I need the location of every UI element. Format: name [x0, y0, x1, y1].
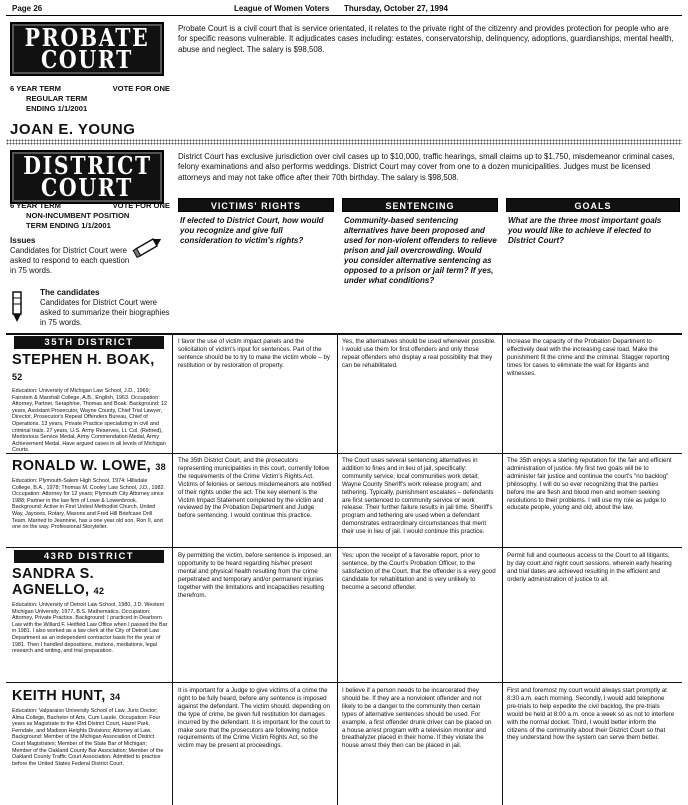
term-length: 6 YEAR TERM: [10, 84, 61, 93]
answer-lowe-sentencing: The Court uses several sentencing alternatives in addition to fines and in lieu of jail, specifically: community service; local communities work detail; Wayne County Sheriff's work release program; and tethering. Typically, punishment escalates – defendants are first sentenced to community service or work release. Their further failure results in jail time. Sheriff's program and tethering are used when a defendant demonstrates extraordinary circumstances that merit their use in lieu of jail. I would continue this practice.: [342, 457, 494, 536]
probate-court-banner: [10, 22, 164, 76]
answer-lowe-goals: The 35th enjoys a sterling reputation for the fair and efficient administration of justice. My first two goals will be to administer fair justice and continue the court's "no backlog" philosophy. I will do so ever recognizing that the parties before me are flesh and blood men and women seeking resolutions to their problems. I will use my role as judge to educate people, young and old, about the law.: [507, 457, 672, 512]
answer-boak-goals: Increase the capacity of the Probation Department to effectively deal with the increasing case load. Make the punishment fit the crime and the criminal. Stagger reporting times for cases to eliminate the wait for litigants and witnesses.: [507, 338, 670, 377]
answer-agnello-goals: Permit full and courteous access to the Court to all litigants, by day court and night court sessions, wherein early hearing and trial dates are achieved resulting in the efficient and orderly administration of justice to all.: [507, 552, 672, 583]
vote-instruction: VOTE FOR ONE: [112, 201, 170, 210]
issues-title: Issues: [10, 236, 36, 245]
issues-note: [10, 236, 130, 276]
term-end: ENDING 1/1/2001: [26, 104, 88, 113]
district-court-banner: [10, 150, 164, 204]
grid-col-2: [337, 333, 338, 805]
grid-col-3: [502, 333, 503, 805]
banner-line-2: COURT: [40, 173, 134, 202]
answer-agnello-victims: By permitting the victim, before sentence is imposed, an opportunity to be heard regarding his/her present mental and physical health resulting from the crime perpetrated and temporary and/or permanent injuries together with the limitations and incapacities resulting therefrom.: [178, 552, 332, 599]
candidate-name: KEITH HUNT, 34: [12, 688, 121, 704]
grid-col-1: [172, 333, 173, 805]
district-term: [10, 201, 170, 231]
district-intro: District Court has exclusive jurisdiction over civil cases up to $10,000, traffic hearings, small claims up to $1,750, misdemeanor criminal cases, felony examinations and also performs weddings. District Court may cover from one to a dozen municipalities. Judges must be licensed attorneys and may not take office after their 70th birthday. The salary is $98,508.: [178, 152, 675, 182]
candidate-joan-young: JOAN E. YOUNG: [10, 121, 136, 138]
question-goals-heading: GOALS: [506, 198, 680, 212]
probate-term: [10, 84, 170, 114]
answer-hunt-sentencing: I believe if a person needs to be incarcerated they should be. If they are a nonviolent offender and not likely to be a danger to the community then certain types of alternative sentences should be used. For example, a first offender drunk driver can be placed on a house arrest program with a television monitor and breathalyzer placed in their home. If they violate the house arrest they then can be placed in jail.: [342, 687, 492, 750]
page-header: [6, 2, 682, 16]
candidate-bio: Education: University of Detroit Law School, 1980, J.D. Western Michigan University, 1977, B.S. Mathematics. Occupation: Attorney, Private Practice. Background: I practiced in Dearborn Law with the Willard F. Heitfeld Law Office when I passed the Bar in 1981. I also worked as a law clerk at the City of Detroit Law Department as an independent contractor basis for the year of 1981. Then I handled depositions, motions, mediations, legal research and writing, and trial preparation.: [12, 602, 168, 655]
publication-name: League of Women Voters: [234, 4, 330, 13]
candidate-name: STEPHEN H. BOAK, 52: [12, 352, 155, 382]
pencil-icon: [8, 290, 26, 329]
banner-line-1: PROBATE: [24, 23, 150, 52]
candidate-boak: [12, 352, 168, 454]
answer-lowe-victims: The 35th District Court, and the prosecutors representing municipalities in this court, currently follow the requirements of the Crime Victim's Rights Act. Victims of felonies or serious misdemeanors are notified of their rights under the act. The key element is the Victim Impact Statement completed by the victim and reviewed by the Probation Department and Judge before sentencing. I would continue this practice.: [178, 457, 332, 520]
term-type: REGULAR TERM: [26, 94, 88, 103]
candidate-bio: Education: Valparaiso University School of Law, Juris Doctor; Alma College, Bachelor of Arts, Cum Laude. Occupation: Four years as Magistrate to the 43rd District Court, Hazel Park, Ferndale, and Madison Heights Divisions; Attorney at Law. Background: Member of the Michigan Association of District Court Magistrates; Member of the State Bar of Michigan; Member of the Oakland County Bar Association; Member of the Oakland County Traffic Court Association. Admitted to practice before the United States Federal District Court.: [12, 708, 164, 767]
district-35-bar: 35TH DISTRICT: [14, 336, 164, 349]
candidate-name: SANDRA S. AGNELLO, 42: [12, 566, 105, 598]
district-43-bar: 43RD DISTRICT: [14, 550, 164, 563]
term-type: NON-INCUMBENT POSITION: [26, 211, 130, 220]
candidate-bio: Education: University of Michigan Law School, J.D., 1969; Fairstein & Marshall College, A.B., English, 1963. Occupation: Attorney, Partner, Seraphine, Thomas and Boak. Background: 12 years, Assistant Prosecutor, Wayne County, Chief Trial Lawyer, Director, Prosecutor's Repeat Offenders Bureau, Chief of Operations. 13 years, Private Practice specializing in civil and criminal trials. 27 years, U.S. Army Reserves, Lt. Col. (Retired), Meritorious Service Medal, Army Commendation Medal, Army Achievement Medal. Have argued cases in all levels of Michigan Courts.: [12, 388, 168, 454]
answer-hunt-victims: It is important for a Judge to give victims of a crime the right to be fully heard, before any sentence is imposed against the defendant. The victim should, depending on the type of crime, be given full restitution for damages incurred by the defendant. It is important for the court to make sure that the prosecutors are following notice requirements of the Crime Victim Rights Act, so the victim may be present at proceedings.: [178, 687, 331, 750]
page-number: Page 26: [12, 4, 43, 13]
candidate-bio: Education: Plymouth-Salem High School, 1974; Hillsdale College, B.A., 1978; Thomas M. Cooley Law School, J.D., 1982. Occupation: Attorney for 12 years; Plymouth City Attorney since 1988; Partner in the law firm of Lowe & Lowenbrook. Background: Active in First United Methodist Church, United Way, Jaycees, Rotary, Masons and Fred Hill Briefcase Drill Team. Married to Jeannine, has a one year old son, Ron II, and one on the way. Professional Storyteller.: [12, 478, 166, 531]
answer-boak-sentencing: Yes, the alternatives should be used whenever possible. I would use them for first offenders and only those repeat offenders who display a real possibility that they can be rehabilitated.: [342, 338, 496, 369]
question-sentencing-text: Community-based sentencing alternatives have been proposed and used for non-violent offenders to relieve prison and jail overcrowding. Would you consider alternative sentencing as opposed to a prison or jail term? If yes, under what conditions?: [344, 216, 497, 285]
question-goals-text: What are the three most important goals you would like to achieve if elected to District Court?: [508, 216, 662, 245]
term-length: 6 YEAR TERM: [10, 201, 61, 210]
candidates-text: Candidates for District Court were asked to summarize their biographies in 75 words.: [40, 298, 170, 327]
question-victims-rights-heading: VICTIMS' RIGHTS: [178, 198, 334, 212]
vote-instruction: VOTE FOR ONE: [112, 84, 170, 93]
candidate-lowe: [12, 458, 168, 531]
term-end: TERM ENDING 1/1/2001: [26, 221, 111, 230]
candidates-title: The candidates: [40, 288, 100, 297]
divider-dots: [6, 139, 682, 145]
probate-intro: Probate Court is a civil court that is service orientated, it relates to the private right of the citizenry and provides protection for people who are for specific reasons vulnerable. It adjudicates cases including: estates, conservatorship, delinquency, adoptions, guardianships, mental health, abuse and neglect. The salary is $98,508.: [178, 24, 674, 54]
answer-agnello-sentencing: Yes; upon the receipt of a favorable report, prior to sentence, by the Court's Probation Officer, to the satisfaction of the Court, that the offender is a very good candidate for rehabilitation and is very unlikely to become a second offender.: [342, 552, 496, 591]
candidates-note: [40, 288, 170, 328]
answer-boak-victims: I favor the use of victim impact panels and the solicitation of victim's input for sentences. Part of the sentence should be to try to make the victim whole – by restitution or by restoration of property.: [178, 338, 331, 369]
question-sentencing-heading: SENTENCING: [342, 198, 498, 212]
candidate-hunt: [12, 688, 168, 767]
grid-row-2: [6, 547, 682, 548]
question-victims-rights-text: If elected to District Court, how would you recognize and give full consideration to victim's rights?: [180, 216, 324, 245]
candidate-agnello: [12, 566, 168, 655]
pencil-icon: [132, 234, 166, 263]
banner-line-1: DISTRICT: [23, 151, 152, 180]
grid-top: [6, 333, 682, 335]
answer-hunt-goals: First and foremost my court would always start promptly at 8:30 a.m. each morning. Secondly, I would add telephone pre-trials to help expedite the civil backlog, the pre-trials would be held at 8:00 a.m. once a week so as not to interfere with the normal docket. Third, I would better inform the citizens of the community about their District Court so that they understand how the system can serve them better.: [507, 687, 675, 742]
banner-line-2: COURT: [40, 45, 134, 74]
grid-row-3: [6, 682, 682, 683]
candidate-name: RONALD W. LOWE, 38: [12, 458, 166, 474]
issues-text: Candidates for District Court were asked to respond to each question in 75 words.: [10, 246, 130, 275]
publication-date: Thursday, October 27, 1994: [344, 4, 448, 13]
